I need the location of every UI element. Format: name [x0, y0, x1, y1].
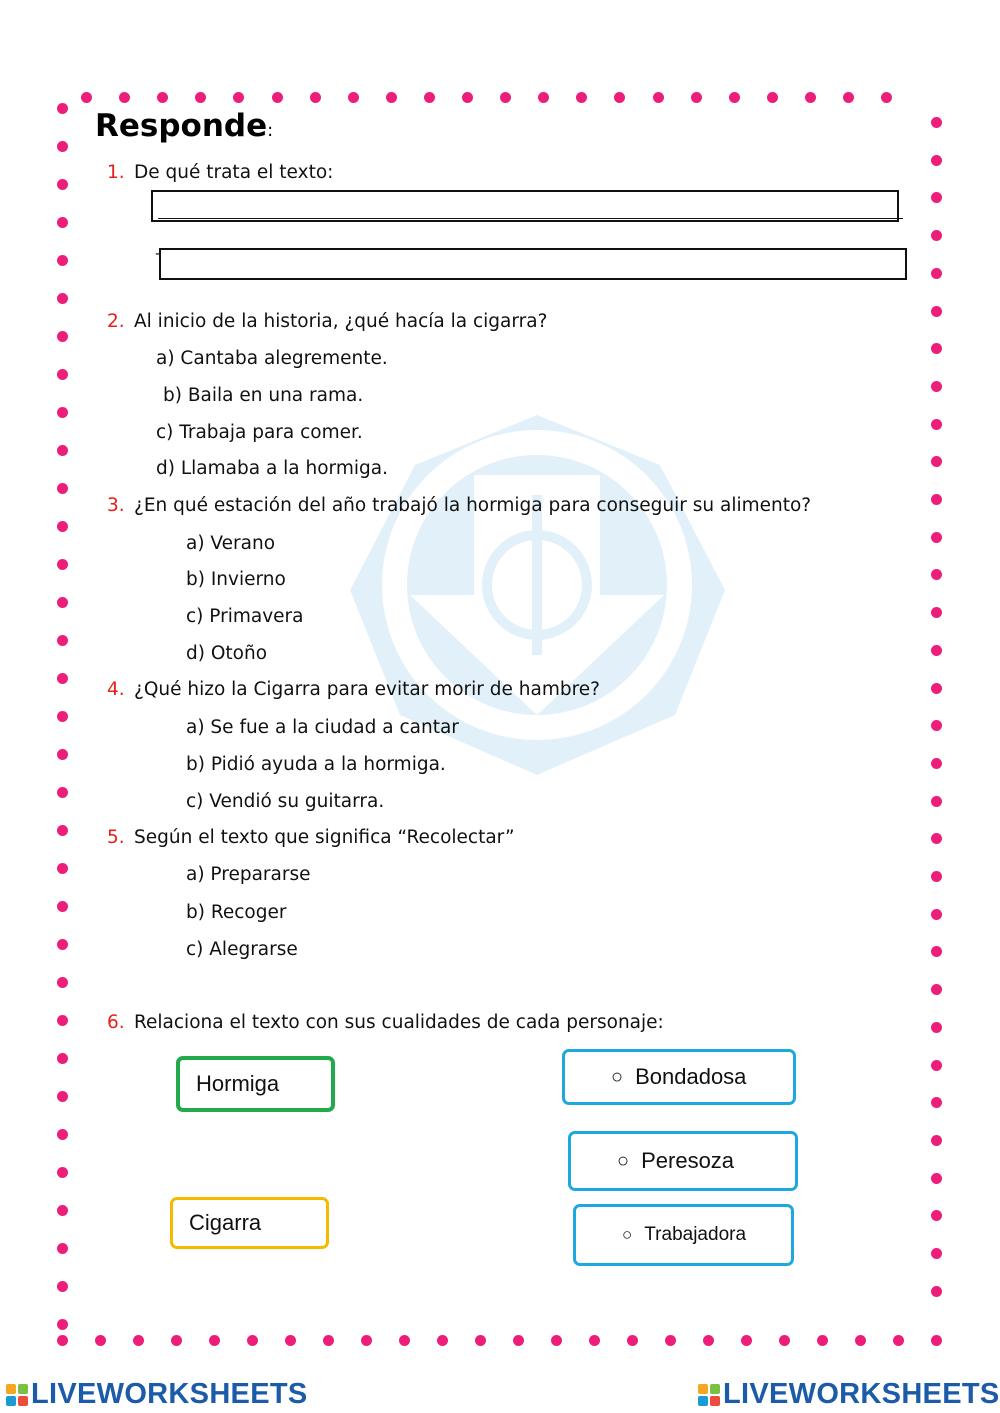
border-dot [57, 1281, 68, 1292]
liveworksheets-logo-icon [698, 1384, 720, 1406]
question-number: 6. [107, 1012, 125, 1033]
border-dot [779, 1335, 790, 1346]
circle-bullet-icon: ○ [622, 1225, 633, 1244]
border-dot [931, 117, 942, 128]
border-dot [551, 1335, 562, 1346]
border-dot [931, 494, 942, 505]
quality-label: Trabajadora [644, 1224, 747, 1245]
question-number: 3. [107, 495, 125, 516]
border-dot [57, 559, 68, 570]
option-5c[interactable]: c) Alegrarse [186, 939, 298, 960]
option-5a[interactable]: a) Prepararse [186, 864, 311, 885]
question-2 [107, 311, 547, 332]
border-dot [81, 92, 92, 103]
border-dot [57, 179, 68, 190]
border-dot [57, 825, 68, 836]
character-hormiga[interactable] [176, 1056, 335, 1112]
border-dot [157, 92, 168, 103]
border-dot [931, 984, 942, 995]
border-dot [57, 635, 68, 646]
question-number: 4. [107, 679, 125, 700]
border-dot [931, 1135, 942, 1146]
border-dot [931, 343, 942, 354]
border-dot [931, 268, 942, 279]
option-4b[interactable]: b) Pidió ayuda a la hormiga. [186, 754, 446, 775]
border-dot [767, 92, 778, 103]
circle-bullet-icon: ○ [611, 1065, 624, 1088]
question-5 [107, 827, 515, 848]
border-dot [805, 92, 816, 103]
border-dot [931, 833, 942, 844]
question-text: De qué trata el texto: [134, 162, 334, 183]
border-dot [57, 369, 68, 380]
border-dot [931, 607, 942, 618]
border-dot [57, 1335, 68, 1346]
question-1 [107, 162, 333, 183]
border-dot [931, 155, 942, 166]
border-dot [57, 787, 68, 798]
border-dot [57, 407, 68, 418]
border-dot [475, 1335, 486, 1346]
question-6 [107, 1012, 664, 1033]
border-dot [931, 1060, 942, 1071]
question-4 [107, 679, 600, 700]
character-label: Cigarra [189, 1210, 262, 1235]
border-dot [931, 758, 942, 769]
border-dot [272, 92, 283, 103]
circle-bullet-icon: ○ [617, 1149, 630, 1172]
page-title: Responde: [95, 108, 274, 144]
border-dot [703, 1335, 714, 1346]
option-2b[interactable]: b) Baila en una rama. [163, 385, 364, 406]
option-3a[interactable]: a) Verano [186, 533, 276, 554]
border-dot [627, 1335, 638, 1346]
border-dot [931, 683, 942, 694]
question-number: 5. [107, 827, 125, 848]
border-dot [513, 1335, 524, 1346]
footer-brand-left [6, 1378, 308, 1411]
border-dot [57, 1205, 68, 1216]
border-dot [500, 92, 511, 103]
answer-box-2[interactable] [159, 248, 907, 280]
border-dot [424, 92, 435, 103]
border-dot [931, 1335, 942, 1346]
footer-brand-right [698, 1378, 1000, 1411]
border-dot [95, 1335, 106, 1346]
border-dot [57, 483, 68, 494]
border-dot [57, 521, 68, 532]
border-dot [399, 1335, 410, 1346]
brand-text: LIVEWORKSHEETS [31, 1378, 308, 1410]
border-dot [209, 1335, 220, 1346]
question-text: Según el texto que significa “Recolectar” [134, 827, 515, 848]
border-dot [931, 419, 942, 430]
quality-bondadosa[interactable] [562, 1049, 796, 1105]
question-number: 2. [107, 311, 125, 332]
question-number: 1. [107, 162, 125, 183]
border-dot [57, 939, 68, 950]
answer-line-mark: - [155, 246, 161, 262]
border-dot [57, 217, 68, 228]
border-dot [348, 92, 359, 103]
border-dot [57, 749, 68, 760]
border-dot [386, 92, 397, 103]
border-dot [57, 255, 68, 266]
border-dot [57, 1243, 68, 1254]
option-3c[interactable]: c) Primavera [186, 606, 304, 627]
border-dot [57, 901, 68, 912]
option-3b[interactable]: b) Invierno [186, 569, 286, 590]
quality-label: Bondadosa [635, 1064, 747, 1089]
border-dot [538, 92, 549, 103]
question-3 [107, 495, 811, 516]
border-dot [195, 92, 206, 103]
border-dot [931, 1022, 942, 1033]
border-dot [931, 946, 942, 957]
border-dot [576, 92, 587, 103]
character-label: Hormiga [196, 1071, 280, 1096]
border-dot [931, 456, 942, 467]
border-dot [931, 192, 942, 203]
border-dot [931, 1210, 942, 1221]
border-dot [931, 645, 942, 656]
border-dot [57, 597, 68, 608]
quality-label: Peresoza [641, 1148, 735, 1173]
border-dot [931, 909, 942, 920]
border-dot [437, 1335, 448, 1346]
border-dot [57, 293, 68, 304]
border-dot [614, 92, 625, 103]
border-dot [931, 720, 942, 731]
quality-peresoza[interactable] [568, 1131, 798, 1191]
border-dot [323, 1335, 334, 1346]
border-dot [931, 532, 942, 543]
border-dot [247, 1335, 258, 1346]
border-dot [931, 306, 942, 317]
question-text: Al inicio de la historia, ¿qué hacía la cigarra? [134, 311, 548, 332]
option-2a[interactable]: a) Cantaba alegremente. [156, 348, 388, 369]
border-dot [589, 1335, 600, 1346]
border-dot [881, 92, 892, 103]
border-dot [57, 1015, 68, 1026]
border-dot [285, 1335, 296, 1346]
border-dot [462, 92, 473, 103]
answer-box-1[interactable] [151, 190, 899, 222]
question-text: Relaciona el texto con sus cualidades de cada personaje: [134, 1012, 664, 1033]
border-dot [931, 1097, 942, 1108]
border-dot [855, 1335, 866, 1346]
brand-text: LIVEWORKSHEETS [723, 1378, 1000, 1410]
border-dot [57, 331, 68, 342]
border-dot [233, 92, 244, 103]
option-5b[interactable]: b) Recoger [186, 902, 287, 923]
border-dot [931, 796, 942, 807]
border-dot [665, 1335, 676, 1346]
border-dot [171, 1335, 182, 1346]
border-dot [931, 1286, 942, 1297]
liveworksheets-logo-icon [6, 1384, 28, 1406]
border-dot [57, 711, 68, 722]
question-text: ¿Qué hizo la Cigarra para evitar morir de hambre? [134, 679, 600, 700]
border-dot [57, 103, 68, 114]
border-dot [931, 569, 942, 580]
quality-trabajadora[interactable] [573, 1204, 794, 1266]
border-dot [119, 92, 130, 103]
border-dot [57, 977, 68, 988]
border-dot [133, 1335, 144, 1346]
border-dot [310, 92, 321, 103]
border-dot [57, 1091, 68, 1102]
option-4c[interactable]: c) Vendió su guitarra. [186, 791, 385, 812]
border-dot [931, 1173, 942, 1184]
option-3d[interactable]: d) Otoño [186, 643, 268, 664]
border-dot [361, 1335, 372, 1346]
border-dot [931, 1248, 942, 1259]
border-dot [931, 230, 942, 241]
border-dot [691, 92, 702, 103]
option-4a[interactable]: a) Se fue a la ciudad a cantar [186, 717, 459, 738]
option-2d[interactable]: d) Llamaba a la hormiga. [156, 458, 388, 479]
border-dot [893, 1335, 904, 1346]
question-text: ¿En qué estación del año trabajó la hormiga para conseguir su alimento? [134, 495, 812, 516]
border-dot [931, 381, 942, 392]
border-dot [741, 1335, 752, 1346]
border-dot [843, 92, 854, 103]
border-dot [817, 1335, 828, 1346]
border-dot [57, 1053, 68, 1064]
border-dot [57, 1319, 68, 1330]
border-dot [57, 863, 68, 874]
border-dot [729, 92, 740, 103]
character-cigarra[interactable] [170, 1197, 329, 1249]
border-dot [57, 673, 68, 684]
border-dot [57, 141, 68, 152]
border-dot [57, 1129, 68, 1140]
border-dot [57, 445, 68, 456]
option-2c[interactable]: c) Trabaja para comer. [156, 422, 363, 443]
border-dot [931, 871, 942, 882]
border-dot [57, 1167, 68, 1178]
border-dot [653, 92, 664, 103]
